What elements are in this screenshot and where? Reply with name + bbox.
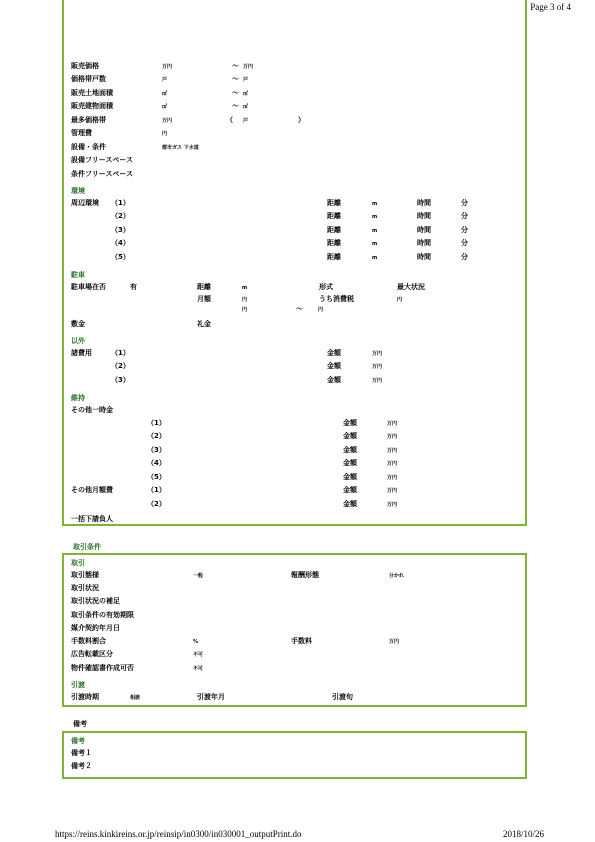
env-row-time-unit: 分	[461, 212, 468, 220]
deal-status-label: 取引状況	[71, 584, 99, 592]
env-row-dist: 距離	[327, 199, 341, 207]
env-row-dist: 距離	[327, 239, 341, 247]
monthly-row-unit: 万円	[387, 488, 398, 494]
one-time-row-amount: 金額	[343, 473, 357, 481]
env-row-dist: 距離	[327, 212, 341, 220]
building-area-sep: ～	[232, 102, 239, 110]
other-costs-label: 諸費用	[71, 349, 92, 357]
one-time-row-amount: 金額	[343, 432, 357, 440]
env-row-dist: 距離	[327, 226, 341, 234]
env-row-dist-unit: m	[372, 201, 378, 207]
other-costs-row-num: （3）	[111, 376, 130, 384]
parking-max-status-label: 最大状況	[397, 283, 425, 291]
env-row-num: （3）	[111, 226, 130, 234]
ad-value: 不可	[193, 652, 204, 658]
one-time-row-num: （4）	[147, 459, 166, 467]
mgmt-fee-label: 管理費	[71, 129, 92, 137]
env-row-time: 時間	[417, 212, 431, 220]
parking-distance-unit: m	[242, 285, 248, 291]
env-row-num: （5）	[111, 253, 130, 261]
monthly-row-amount: 金額	[343, 500, 357, 508]
one-time-row-num: （1）	[147, 419, 166, 427]
units-unit-to: 戸	[243, 77, 249, 83]
one-time-row-num: （3）	[147, 446, 166, 454]
parking-monthly-unit: 円	[242, 297, 248, 303]
most-price-unit2: 戸	[243, 118, 249, 124]
docs-label: 物件確認書作成可否	[71, 664, 134, 672]
one-time-row-unit: 万円	[387, 448, 398, 454]
deal-status-note-label: 取引状況の補足	[71, 597, 120, 605]
env-row-time-unit: 分	[461, 253, 468, 261]
most-price-unit: 万円	[162, 118, 173, 124]
parking-range-sep: ～	[296, 305, 303, 313]
parking-range-from: 円	[242, 307, 248, 313]
other-costs-row-unit: 万円	[372, 364, 383, 370]
sale-price-unit-to: 万円	[243, 64, 254, 70]
sale-price-sep: ～	[232, 62, 239, 70]
parking-exists-label: 駐車場在否	[71, 283, 106, 291]
facilities-free-label: 設備フリースペース	[71, 156, 134, 164]
env-row-dist-unit: m	[372, 228, 378, 234]
env-row-time: 時間	[417, 253, 431, 261]
building-area-unit-to: ㎡	[243, 104, 249, 110]
units-label: 価格帯戸数	[71, 75, 106, 83]
other-costs-row-unit: 万円	[372, 351, 383, 357]
deal-valid-label: 取引条件の有効期限	[71, 611, 134, 619]
environment-heading: 環境	[71, 187, 85, 195]
fee-rate-label: 手数料割合	[71, 637, 106, 645]
parking-range-to: 円	[318, 307, 324, 313]
deposit-label: 敷金	[71, 320, 85, 328]
deal-dist-value: 分かれ	[389, 573, 405, 579]
env-row-time-unit: 分	[461, 199, 468, 207]
handover-timing-label: 引渡時期	[71, 693, 99, 701]
one-time-row-amount: 金額	[343, 446, 357, 454]
maintenance-heading: 維持	[71, 394, 85, 402]
footer-url[interactable]: https://reins.kinkireins.or.jp/reinsip/in0300/in030001_outputPrint.do	[55, 829, 302, 839]
footer-date: 2018/10/26	[502, 829, 544, 839]
env-row-num: （1）	[111, 199, 130, 207]
env-row-time: 時間	[417, 199, 431, 207]
deal-title: 取引条件	[73, 543, 101, 551]
one-time-row-num: （5）	[147, 473, 166, 481]
parking-heading: 駐車	[71, 271, 85, 279]
sale-price-label: 販売価格	[71, 62, 99, 70]
deal-heading: 取引	[71, 559, 85, 567]
other-costs-heading: 以外	[71, 337, 85, 345]
env-row-time: 時間	[417, 239, 431, 247]
land-area-unit-to: ㎡	[243, 91, 249, 97]
contract-date-label: 媒介契約年月日	[71, 624, 120, 632]
fee-unit: 万円	[389, 639, 400, 645]
env-row-dist-unit: m	[372, 241, 378, 247]
one-time-row-amount: 金額	[343, 459, 357, 467]
one-time-row-unit: 万円	[387, 475, 398, 481]
env-row-num: （4）	[111, 239, 130, 247]
one-time-row-unit: 万円	[387, 461, 398, 467]
monthly-row-unit: 万円	[387, 502, 398, 508]
note-2-label: 備考２	[71, 762, 92, 770]
env-row-dist: 距離	[327, 253, 341, 261]
handover-period-label: 引渡旬	[332, 693, 353, 701]
other-costs-row-num: （1）	[111, 349, 130, 357]
other-costs-row-amount: 金額	[327, 349, 341, 357]
other-costs-row-amount: 金額	[327, 362, 341, 370]
facilities-value: 都市ガス 下水道	[162, 145, 199, 151]
env-row-time-unit: 分	[461, 226, 468, 234]
parking-tax-unit: 円	[397, 297, 403, 303]
handover-timing-value: 相談	[130, 695, 141, 701]
one-time-row-unit: 万円	[387, 434, 398, 440]
monthly-row-amount: 金額	[343, 486, 357, 494]
parking-form-label: 形式	[319, 283, 333, 291]
ad-label: 広告転載区分	[71, 650, 113, 658]
one-time-row-unit: 万円	[387, 421, 398, 427]
tenant-label: 一括下請負人	[71, 515, 113, 523]
other-costs-row-amount: 金額	[327, 376, 341, 384]
facilities-label: 設備・条件	[71, 143, 106, 151]
sale-price-unit-from: 万円	[162, 64, 173, 70]
monthly-other-label: その他月額費	[71, 486, 113, 494]
monthly-row-num: （1）	[147, 486, 166, 494]
property-detail-box	[62, 0, 527, 526]
monthly-row-num: （2）	[147, 500, 166, 508]
units-unit-from: 戸	[162, 77, 168, 83]
land-area-unit-from: ㎡	[162, 91, 168, 97]
parking-distance-label: 距離	[197, 283, 211, 291]
page-number: Page 3 of 4	[530, 2, 571, 12]
deal-dist-label: 報酬形態	[291, 571, 319, 579]
most-price-paren-open: （	[226, 116, 233, 124]
building-area-unit-from: ㎡	[162, 104, 168, 110]
parking-exists-value: 有	[130, 283, 137, 291]
docs-value: 不可	[193, 666, 204, 672]
note-1-label: 備考１	[71, 749, 92, 757]
env-row-dist-unit: m	[372, 255, 378, 261]
notes-title: 備考	[73, 720, 87, 728]
environment-label: 周辺環境	[71, 199, 99, 207]
land-area-sep: ～	[232, 89, 239, 97]
one-time-row-num: （2）	[147, 432, 166, 440]
conditions-free-label: 条件フリースペース	[71, 170, 134, 178]
env-row-time: 時間	[417, 226, 431, 234]
other-costs-row-unit: 万円	[372, 378, 383, 384]
env-row-num: （2）	[111, 212, 130, 220]
env-row-dist-unit: m	[372, 214, 378, 220]
fee-rate-unit: %	[193, 639, 199, 645]
env-row-time-unit: 分	[461, 239, 468, 247]
mgmt-fee-unit: 円	[162, 131, 168, 137]
other-costs-row-num: （2）	[111, 362, 130, 370]
parking-monthly-label: 月額	[197, 295, 211, 303]
one-time-label: その他一時金	[71, 406, 113, 414]
most-price-label: 最多価格帯	[71, 116, 106, 124]
key-money-label: 礼金	[197, 320, 211, 328]
most-price-paren-close: ）	[298, 116, 305, 124]
one-time-row-amount: 金額	[343, 419, 357, 427]
parking-tax-label: うち消費税	[319, 295, 354, 303]
notes-box	[62, 731, 527, 779]
land-area-label: 販売土地面積	[71, 89, 113, 97]
units-sep: ～	[232, 75, 239, 83]
deal-mode-label: 取引態様	[71, 571, 99, 579]
notes-heading: 備考	[71, 737, 85, 745]
deal-mode-value: 一般	[193, 573, 204, 579]
building-area-label: 販売建物面積	[71, 102, 113, 110]
fee-label: 手数料	[291, 637, 312, 645]
handover-date-label: 引渡年月	[197, 693, 225, 701]
handover-heading: 引渡	[71, 681, 85, 689]
